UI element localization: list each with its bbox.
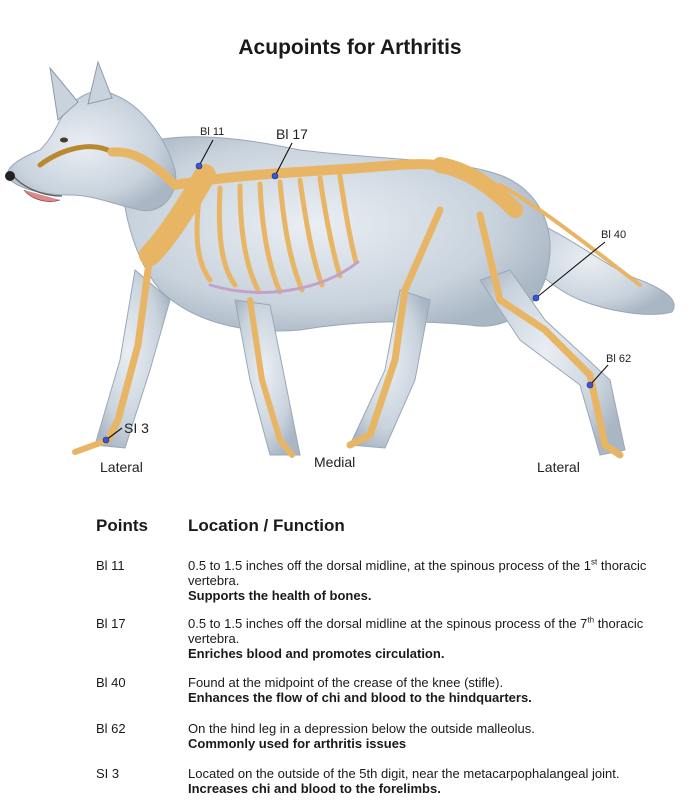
bl11-label: Bl 11 bbox=[200, 126, 225, 138]
points-header: Points bbox=[96, 516, 148, 535]
location-header: Location / Function bbox=[188, 516, 345, 535]
bl40-point bbox=[533, 295, 539, 301]
lateral-hind-label: Lateral bbox=[537, 459, 580, 475]
bl17-point bbox=[272, 173, 278, 179]
si3-point bbox=[103, 437, 109, 443]
point-code: Bl 17 bbox=[96, 616, 126, 631]
point-location: 0.5 to 1.5 inches off the dorsal midline at the spinous process of the 7th thoracic vertebra. Enriches blood and promotes circulation. bbox=[188, 616, 678, 661]
point-function: Enhances the flow of chi and blood to the hindquarters. bbox=[188, 690, 532, 705]
bl62-point bbox=[587, 382, 593, 388]
point-function: Increases chi and blood to the forelimbs. bbox=[188, 781, 441, 796]
bl11-point bbox=[196, 163, 202, 169]
page-title: Acupoints for Arthritis bbox=[238, 36, 462, 59]
bl40-label: Bl 40 bbox=[601, 229, 627, 241]
dog-silhouette bbox=[5, 62, 674, 455]
point-function: Commonly used for arthritis issues bbox=[188, 736, 407, 751]
bl17-label: Bl 17 bbox=[276, 126, 308, 142]
dog-skeleton-illustration bbox=[0, 60, 700, 485]
point-function: Enriches blood and promotes circulation. bbox=[188, 646, 445, 661]
point-location: Located on the outside of the 5th digit, near the metacarpophalangeal joint. Increases chi and blood to the forelimbs. bbox=[188, 766, 678, 796]
point-code: Bl 11 bbox=[96, 558, 125, 573]
medial-label: Medial bbox=[314, 454, 356, 470]
lateral-front-label: Lateral bbox=[100, 459, 143, 475]
bl62-label: Bl 62 bbox=[606, 353, 632, 365]
point-location: On the hind leg in a depression below the outside malleolus. Commonly used for arthritis issues bbox=[188, 721, 678, 751]
si3-label: SI 3 bbox=[124, 420, 149, 436]
point-function: Supports the health of bones. bbox=[188, 588, 372, 603]
point-code: SI 3 bbox=[96, 766, 120, 781]
point-location: Found at the midpoint of the crease of the knee (stifle). Enhances the flow of chi and blood to the hindquarters. bbox=[188, 675, 678, 705]
point-code: Bl 62 bbox=[96, 721, 126, 736]
point-location: 0.5 to 1.5 inches off the dorsal midline, at the spinous process of the 1st thoracic vertebra. Supports the health of bones. bbox=[188, 558, 678, 603]
point-code: Bl 40 bbox=[96, 675, 126, 690]
